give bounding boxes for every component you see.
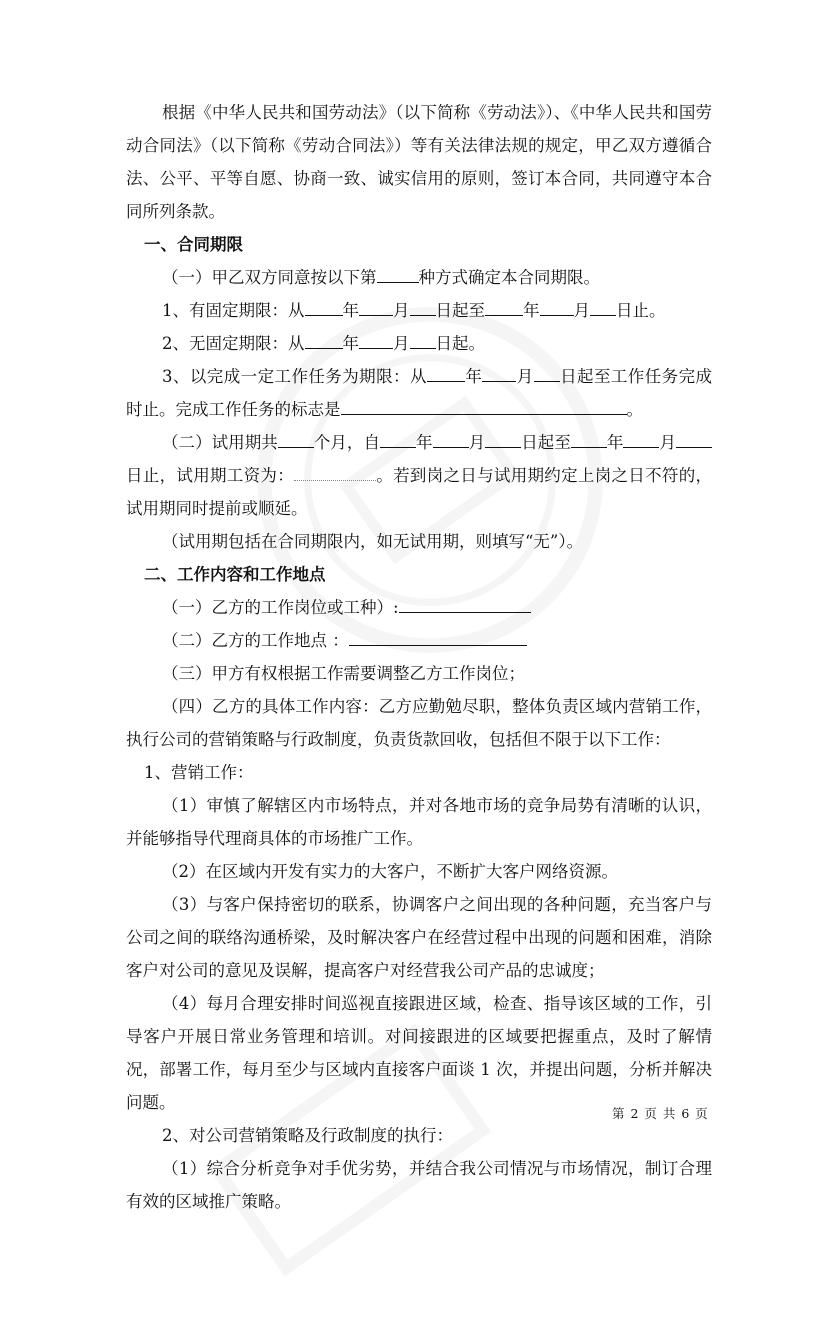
fixed-start-month-blank[interactable] — [359, 296, 393, 316]
probation-months-blank[interactable] — [278, 428, 314, 448]
marketing-title: 1、营销工作： — [144, 763, 254, 782]
position-blank[interactable] — [399, 593, 531, 613]
day-from-to-label: 日起至 — [435, 301, 485, 320]
fixed-start-day-blank[interactable] — [410, 296, 436, 316]
unfixed-term-line — [126, 327, 712, 360]
period-end: 。 — [626, 400, 643, 419]
day-start-label: 日起。 — [435, 334, 485, 353]
task-until-label: 日起至工作任务完成时止。完成工作任务的标志是 — [126, 367, 713, 419]
month-label: 月 — [573, 301, 590, 320]
probation-note: （试用期包括在合同期限内，如无试用期，则填写“无”）。 — [162, 532, 584, 551]
month-label: 月 — [659, 433, 677, 452]
year-label: 年 — [342, 301, 359, 320]
task-year-blank[interactable] — [427, 362, 465, 382]
task-term-paragraph — [126, 360, 712, 426]
probation-wage-blank[interactable] — [294, 461, 376, 481]
task-day-blank[interactable] — [534, 362, 560, 382]
fixed-end-year-blank[interactable] — [485, 296, 523, 316]
location-blank[interactable] — [349, 626, 527, 646]
section-2-title: 二、工作内容和工作地点 — [144, 565, 326, 584]
section-1-title: 一、合同期限 — [144, 235, 243, 254]
fixed-end-day-blank[interactable] — [590, 296, 616, 316]
probation-start-day-blank[interactable] — [485, 428, 521, 448]
document-body — [126, 96, 712, 1218]
fixed-end-month-blank[interactable] — [540, 296, 574, 316]
fixed-term-line — [126, 294, 712, 327]
year-label: 年 — [464, 367, 483, 386]
position-label: （一）乙方的工作岗位或工种）: — [162, 598, 399, 617]
marketing-item-4: （4）每月合理安排时间巡视直接跟进区域，检查、指导该区域的工作，引导客户开展日常业务管理和培训。对间接跟进的区域要把握重点，及时了解情况，部署工作，每月至少与区域内直接客户面谈 1 次，并提出问题，分析并解决问题。 — [126, 994, 712, 1112]
marketing-item-2: （2）在区域内开发有实力的大客户，不断扩大客户网络资源。 — [162, 862, 618, 881]
unfixed-month-blank[interactable] — [359, 329, 393, 349]
day-from-to-label: 日起至 — [521, 433, 571, 452]
fixed-term-label: 1、有固定期限：从 — [162, 301, 305, 320]
term-choice-label-end: 种方式确定本合同期限。 — [418, 268, 600, 287]
probation-end-day-blank[interactable] — [676, 428, 712, 448]
term-choice-blank[interactable] — [377, 263, 419, 283]
probation-label-c: 日止，试用期工资为： — [126, 466, 294, 485]
execution-title: 2、对公司营销策略及行政制度的执行： — [162, 1126, 453, 1145]
task-term-label: 3、以完成一定工作任务为期限：从 — [162, 367, 427, 386]
day-end-label: 日止。 — [616, 301, 666, 320]
month-label: 月 — [393, 301, 410, 320]
marketing-item-1: （1）审慎了解辖区内市场特点，并对各地市场的竞争局势有清晰的认识，并能够指导代理商具体的市场推广工作。 — [126, 796, 712, 848]
probation-start-month-blank[interactable] — [433, 428, 469, 448]
probation-end-month-blank[interactable] — [623, 428, 659, 448]
task-mark-blank[interactable] — [341, 395, 627, 415]
execution-item-1: （1）综合分析竞争对手优劣势，并结合我公司情况与市场情况，制订合理有效的区域推广策略。 — [126, 1159, 712, 1211]
year-label: 年 — [342, 334, 359, 353]
intro-paragraph: 根据《中华人民共和国劳动法》（以下简称《劳动法》）、《中华人民共和国劳动合同法》（以下简称《劳动合同法》）等有关法律法规的规定，甲乙双方遵循合法、公平、平等自愿、协商一致、诚实信用的原则，签订本合同，共同遵守本合同所列条款。 — [126, 103, 712, 221]
month-label: 月 — [468, 433, 486, 452]
location-label: （二）乙方的工作地点 ： — [162, 631, 349, 650]
task-month-blank[interactable] — [482, 362, 516, 382]
year-label: 年 — [416, 433, 433, 452]
fixed-start-year-blank[interactable] — [305, 296, 343, 316]
probation-start-year-blank[interactable] — [380, 428, 416, 448]
term-choice-label: （一）甲乙双方同意按以下第 — [162, 268, 377, 287]
year-label: 年 — [606, 433, 624, 452]
adjust-position-line: （三）甲方有权根据工作需要调整乙方工作岗位； — [162, 664, 525, 683]
probation-paragraph — [126, 426, 712, 525]
unfixed-day-blank[interactable] — [410, 329, 436, 349]
location-line — [126, 624, 712, 657]
probation-end-year-blank[interactable] — [571, 428, 607, 448]
position-line — [126, 591, 712, 624]
month-label: 月 — [393, 334, 410, 353]
probation-label-b: 个月，自 — [313, 433, 381, 452]
probation-label-d: 。若到岗之日与试用期约定上岗之日不符的，试用期同时提前或顺延。 — [126, 466, 713, 518]
year-label: 年 — [523, 301, 540, 320]
work-content-paragraph: （四）乙方的具体工作内容：乙方应勤勉尽职，整体负责区域内营销工作，执行公司的营销策略与行政制度，负责货款回收，包括但不限于以下工作： — [126, 697, 712, 749]
marketing-item-3: （3）与客户保持密切的联系，协调客户之间出现的各种问题，充当客户与公司之间的联络沟通桥梁，及时解决客户在经营过程中出现的问题和困难，消除客户对公司的意见及误解，提高客户对经营我公司产品的忠诚度； — [126, 895, 712, 980]
unfixed-term-label: 2、无固定期限：从 — [162, 334, 305, 353]
unfixed-year-blank[interactable] — [305, 329, 343, 349]
probation-label-a: （二）试用期共 — [162, 433, 278, 452]
term-choice-line — [126, 261, 712, 294]
page-number: 第 2 页 共 6 页 — [612, 1106, 709, 1121]
month-label: 月 — [516, 367, 534, 386]
